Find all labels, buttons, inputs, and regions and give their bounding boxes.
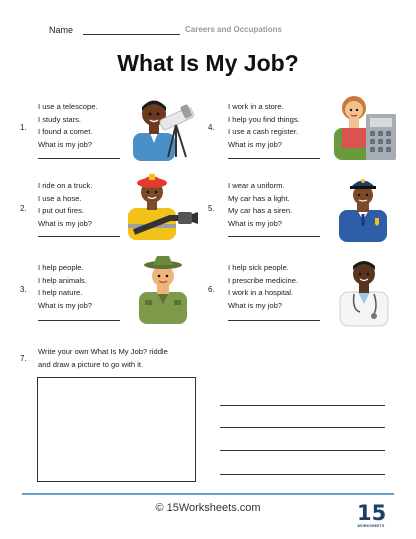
riddle-5-number: 5.	[208, 204, 215, 213]
worksheets-logo	[357, 502, 385, 532]
riddle-line: I use a hose.	[38, 193, 82, 203]
riddle-line: What is my job?	[38, 300, 93, 310]
writing-line-3[interactable]	[220, 450, 385, 451]
riddle-line: I help nature.	[38, 288, 83, 298]
riddle-line: I found a comet.	[38, 127, 93, 137]
riddle-line: I put out fires.	[38, 206, 85, 216]
riddle-6-number: 6.	[208, 285, 215, 294]
riddle-line: My car has a siren.	[228, 206, 293, 216]
answer-line-2[interactable]	[38, 236, 120, 237]
riddle-line: I use a telescope.	[38, 102, 98, 111]
riddle-line: I help sick people.	[228, 263, 289, 272]
riddle-4-number: 4.	[208, 123, 215, 132]
riddle-5-text	[228, 180, 292, 230]
cashier-icon	[332, 90, 400, 162]
footer-copyright: © 15Worksheets.com	[155, 502, 261, 514]
worksheet-title: What Is My Job?	[117, 50, 299, 76]
riddle-line: What is my job?	[228, 300, 283, 310]
task-7-number: 7.	[20, 354, 27, 363]
writing-line-1[interactable]	[220, 405, 385, 406]
riddle-1-text	[38, 101, 98, 151]
riddle-4-text	[228, 101, 300, 151]
riddle-line: My car has a light.	[228, 193, 290, 203]
drawing-box[interactable]	[37, 377, 196, 482]
logo-number: 15	[357, 501, 387, 525]
astronomer-icon	[130, 95, 198, 161]
riddle-6-text	[228, 262, 298, 312]
instruction-line: and draw a picture to go with it.	[38, 359, 144, 369]
riddle-line: I ride on a truck.	[38, 181, 93, 190]
task-7-instructions	[38, 346, 168, 371]
firefighter-icon	[120, 172, 198, 240]
footer-rule	[22, 493, 394, 495]
doctor-icon	[338, 254, 390, 326]
riddle-line: I study stars.	[38, 114, 82, 124]
answer-line-5[interactable]	[228, 236, 320, 237]
writing-line-4[interactable]	[220, 474, 385, 475]
riddle-line: What is my job?	[38, 218, 93, 228]
police-officer-icon	[335, 174, 391, 242]
name-field[interactable]	[83, 34, 180, 35]
riddle-3-text	[38, 262, 92, 312]
subject-label: Careers and Occupations	[185, 25, 282, 34]
riddle-line: I help animals.	[38, 275, 87, 285]
riddle-line: What is my job?	[228, 218, 283, 228]
ranger-icon	[135, 254, 191, 324]
riddle-line: I help you find things.	[228, 114, 300, 124]
riddle-2-text	[38, 180, 92, 230]
riddle-line: I help people.	[38, 263, 84, 272]
riddle-line: I wear a uniform.	[228, 181, 285, 190]
riddle-line: I work in a store.	[228, 102, 284, 111]
riddle-line: What is my job?	[228, 139, 283, 149]
riddle-line: I prescribe medicine.	[228, 275, 299, 285]
riddle-line: I use a cash register.	[228, 127, 299, 137]
answer-line-6[interactable]	[228, 320, 320, 321]
riddle-1-number: 1.	[20, 123, 27, 132]
riddle-line: What is my job?	[38, 139, 93, 149]
answer-line-3[interactable]	[38, 320, 120, 321]
name-label: Name	[49, 25, 74, 35]
answer-line-4[interactable]	[228, 158, 320, 159]
riddle-3-number: 3.	[20, 285, 27, 294]
instruction-line: Write your own What Is My Job? riddle	[38, 347, 168, 356]
answer-line-1[interactable]	[38, 158, 120, 159]
writing-line-2[interactable]	[220, 427, 385, 428]
riddle-line: I work in a hospital.	[228, 288, 293, 298]
riddle-2-number: 2.	[20, 204, 27, 213]
logo-wordmark: WORKSHEETS	[357, 524, 385, 528]
